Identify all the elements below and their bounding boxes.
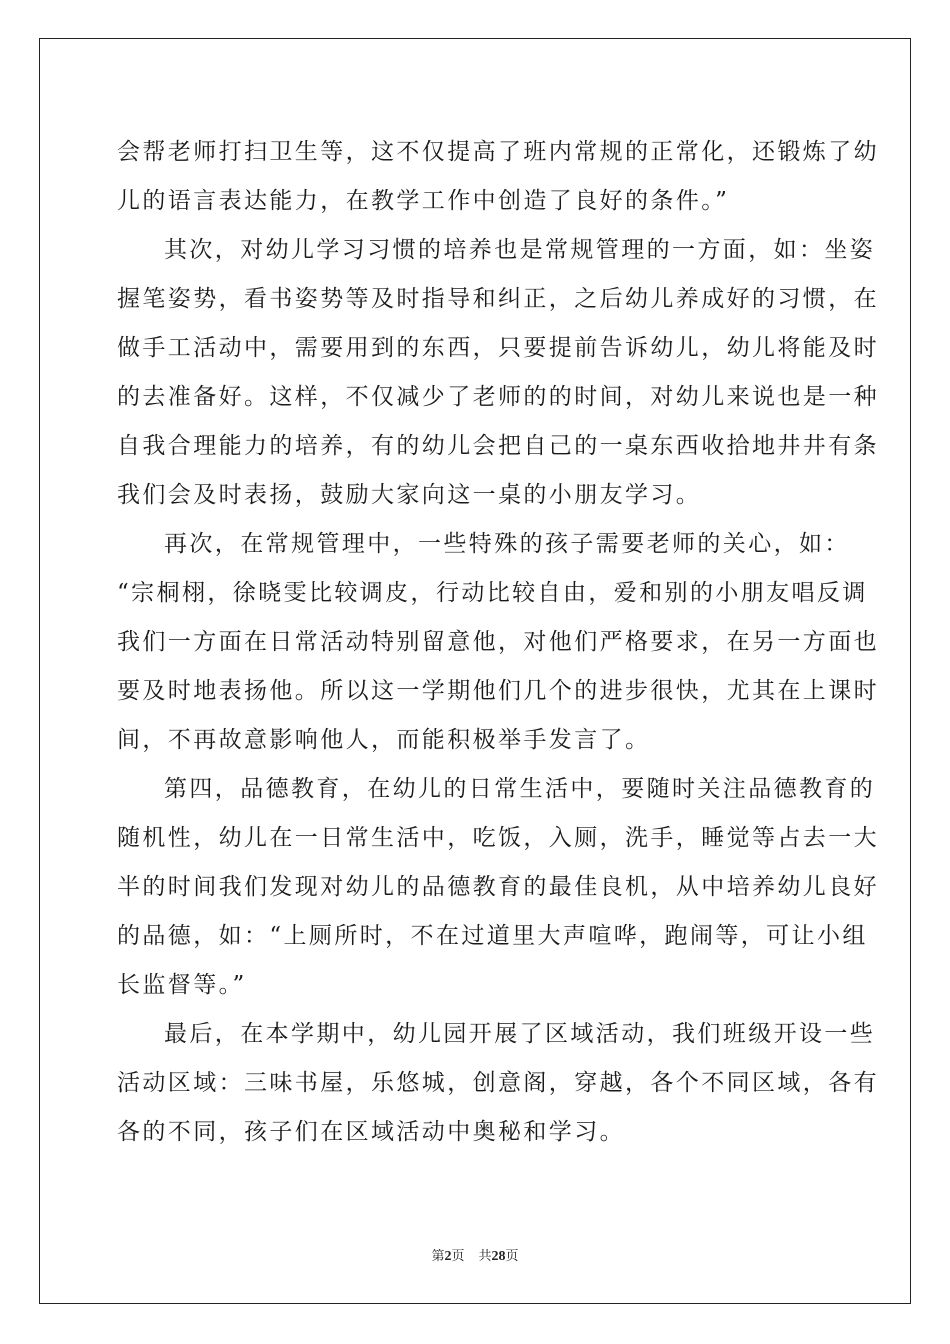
text-line: 要及时地表扬他。所以这一学期他们几个的进步很快，尤其在上课时	[117, 678, 879, 704]
text-line: 儿的语言表达能力，在教学工作中创造了良好的条件。”	[117, 188, 730, 214]
page-number: 2	[444, 1249, 452, 1264]
text-line: “宗桐栩，徐晓雯比较调皮，行动比较自由，爱和别的小朋友唱反调	[117, 580, 868, 606]
text-line: 再次，在常规管理中，一些特殊的孩子需要老师的关心，如：	[164, 531, 850, 557]
text-line: 会帮老师打扫卫生等，这不仅提高了班内常规的正常化，还锻炼了幼	[117, 139, 879, 165]
text-line: 其次，对幼儿学习习惯的培养也是常规管理的一方面，如：坐姿	[164, 237, 876, 263]
text-line: 第四，品德教育，在幼儿的日常生活中，要随时关注品德教育的	[164, 776, 876, 802]
text-line: 的品德，如：“上厕所时，不在过道里大声喧哗，跑闹等，可让小组	[117, 923, 868, 949]
document-body	[117, 128, 879, 1157]
text-line: 间，不再故意影响他人，而能积极举手发言了。	[117, 727, 651, 753]
page-suffix: 页	[451, 1249, 465, 1264]
total-prefix: 共	[478, 1249, 492, 1264]
paragraph-4	[117, 765, 879, 1010]
text-line: 长监督等。”	[117, 972, 247, 998]
text-line: 的去准备好。这样，不仅减少了老师的的时间，对幼儿来说也是一种	[117, 384, 879, 410]
text-line: 我们一方面在日常活动特别留意他，对他们严格要求，在另一方面也	[117, 629, 879, 655]
text-line: 做手工活动中，需要用到的东西，只要提前告诉幼儿，幼儿将能及时	[117, 335, 879, 361]
total-pages: 28	[491, 1249, 506, 1264]
paragraph-2	[117, 226, 879, 520]
text-line: 半的时间我们发现对幼儿的品德教育的最佳良机，从中培养幼儿良好	[117, 874, 879, 900]
text-line: 最后，在本学期中，幼儿园开展了区域活动，我们班级开设一些	[164, 1021, 876, 1047]
text-line: 活动区域：三味书屋，乐悠城，创意阁，穿越，各个不同区域，各有	[117, 1070, 879, 1096]
text-line: 握笔姿势，看书姿势等及时指导和纠正，之后幼儿养成好的习惯，在	[117, 286, 879, 312]
total-suffix: 页	[505, 1249, 519, 1264]
text-line: 随机性，幼儿在一日常生活中，吃饭，入厕，洗手，睡觉等占去一大	[117, 825, 879, 851]
text-line: 各的不同，孩子们在区域活动中奥秘和学习。	[117, 1119, 625, 1145]
paragraph-1	[117, 128, 879, 226]
page-footer	[0, 1249, 950, 1265]
page-prefix: 第	[431, 1249, 445, 1264]
paragraph-5	[117, 1010, 879, 1157]
paragraph-3	[117, 520, 879, 765]
text-line: 我们会及时表扬，鼓励大家向这一桌的小朋友学习。	[117, 482, 702, 508]
text-line: 自我合理能力的培养，有的幼儿会把自己的一桌东西收拾地井井有条	[117, 433, 879, 459]
